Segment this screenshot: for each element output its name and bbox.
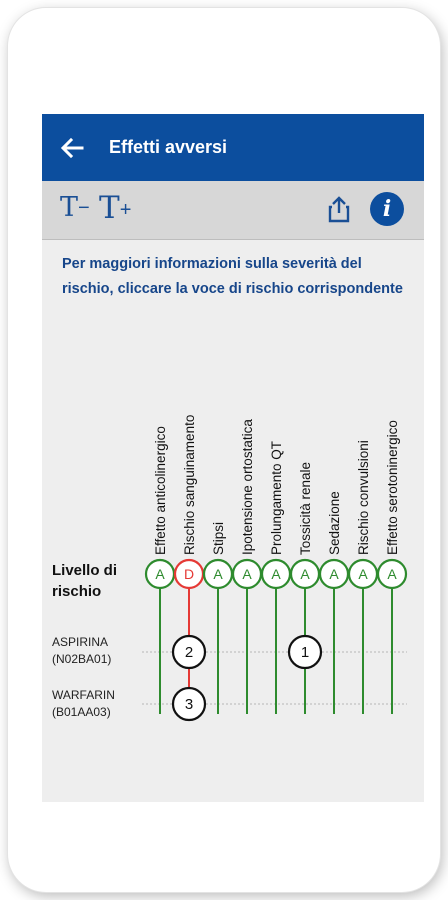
risk-level-letter: A	[271, 566, 281, 582]
column-label[interactable]: Effetto serotoninergico	[385, 420, 400, 555]
risk-level-letter: D	[183, 566, 195, 582]
risk-level-letter: A	[329, 566, 339, 582]
text-size-icon: T	[60, 192, 79, 223]
interaction-marker-value: 2	[184, 644, 194, 661]
risk-level-letter: A	[213, 566, 223, 582]
intro-text: Per maggiori informazioni sulla severità del rischio, cliccare la voce di rischio corrispondente	[62, 256, 403, 297]
risk-level-letter: A	[300, 566, 310, 582]
drug-name: ASPIRINA	[52, 635, 109, 649]
plus-icon: +	[119, 199, 132, 221]
risk-level-label: Livello di rischio	[52, 562, 118, 600]
page-title: Effetti avversi	[109, 137, 228, 157]
interaction-marker-value: 3	[184, 696, 194, 713]
phone-frame	[8, 8, 440, 892]
column-label[interactable]: Stipsi	[211, 521, 226, 555]
column-label[interactable]: Effetto anticolinergico	[153, 426, 168, 555]
column-label[interactable]: Tossicità renale	[298, 461, 313, 555]
drug-code: (N02BA01)	[52, 652, 112, 666]
minus-icon: −	[78, 197, 90, 219]
risk-matrix	[42, 114, 424, 802]
column-label[interactable]: Ipotensione ortostatica	[240, 419, 255, 555]
interaction-marker-value: 1	[300, 644, 310, 661]
info-icon: i	[382, 196, 392, 222]
drug-code: (B01AA03)	[52, 705, 111, 719]
drug-name: WARFARIN	[52, 688, 115, 702]
column-label[interactable]: Rischio sanguinamento	[182, 414, 197, 555]
column-label[interactable]: Sedazione	[327, 491, 342, 555]
risk-level-letter: A	[358, 566, 368, 582]
risk-level-letter: A	[387, 566, 397, 582]
app-screen	[42, 114, 424, 802]
column-label[interactable]: Rischio convulsioni	[356, 440, 371, 555]
column-label[interactable]: Prolungamento QT	[269, 440, 284, 555]
risk-level-letter: A	[242, 566, 252, 582]
text-size-icon: T	[99, 190, 120, 226]
risk-level-letter: A	[155, 566, 165, 582]
